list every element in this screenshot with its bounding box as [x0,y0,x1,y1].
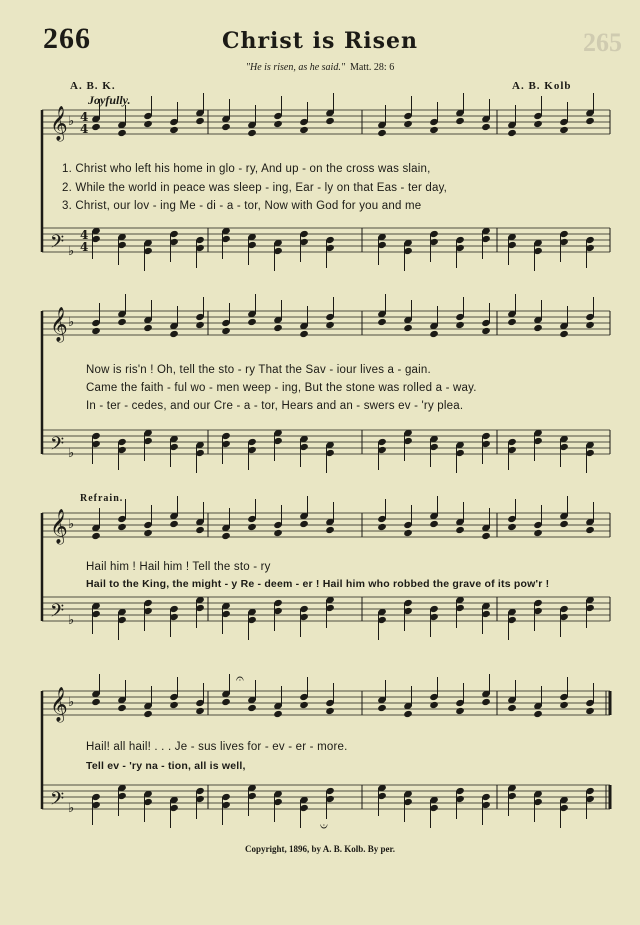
note-head [247,129,257,137]
note-head [91,698,101,706]
note-head [221,327,231,335]
key-signature-flat: ♭ [68,695,75,710]
note-head [169,701,179,709]
lyric-line: Tell ev - 'ry na - tion, all is well, [86,760,246,772]
note-head [273,120,283,128]
note-head [273,710,283,718]
note-head [377,129,387,137]
note-head [143,324,153,332]
note-head [143,529,153,537]
note-head [455,707,465,715]
hymn-title: Christ is Risen [221,28,419,54]
treble-clef: 𝄞 [50,687,68,722]
note-head [481,123,491,131]
note-head [585,321,595,329]
note-head [91,327,101,335]
bleed-through-number: 265 [583,28,622,57]
note-head [117,318,127,326]
note-head [221,698,231,706]
key-signature-flat: ♭ [68,517,75,532]
note-head [481,698,491,706]
note-head [221,532,231,540]
note-head [377,704,387,712]
lyric-line: Came the faith - ful wo - men weep - ing, But the stone was rolled a - way. [86,382,477,394]
epigraph-reference: Matt. 28: 6 [350,62,395,73]
note-head [377,318,387,326]
lyric-line: 3. Christ, our lov - ing Me - di - a - tor, Now with God for you and me [62,200,422,212]
note-head [273,324,283,332]
lyric-line: Hail to the King, the might - y Re - deem - er ! Hail him who robbed the grave of its pow'r ! [86,578,550,590]
note-head [455,526,465,534]
bass-clef: 𝄢 [50,789,65,814]
lyric-line: 2. While the world in peace was sleep - ing, Ear - ly on that Eas - ter day, [62,182,448,194]
note-head [325,117,335,125]
lyric-line: 1. Christ who left his home in glo - ry, And up - on the cross was slain, [62,163,431,175]
note-head [299,520,309,528]
copyright-notice: Copyright, 1896, by A. B. Kolb. By per. [245,844,395,854]
note-head [455,321,465,329]
note-head [195,707,205,715]
note-head [559,701,569,709]
time-signature: 4 [80,122,89,136]
key-signature-flat: ♭ [68,114,75,129]
composer-credit: A. B. Kolb [512,80,572,92]
note-head [195,526,205,534]
note-head [91,123,101,131]
note-head [533,710,543,718]
note-head [299,126,309,134]
note-head [585,526,595,534]
note-head [299,701,309,709]
hymn-number: 266 [43,22,91,55]
note-head [507,523,517,531]
note-head [585,707,595,715]
fermata: 𝄑 [320,819,328,835]
note-head [403,710,413,718]
note-head [455,117,465,125]
note-head [169,126,179,134]
note-head [273,529,283,537]
note-head [403,529,413,537]
note-head [325,526,335,534]
key-signature-flat: ♭ [68,446,75,461]
note-head [429,520,439,528]
note-head [195,321,205,329]
lyric-line: Hail! all hail! . . . Je - sus lives for - ev - er - more. [86,741,348,753]
note-head [429,701,439,709]
note-head [559,126,569,134]
note-head [169,330,179,338]
bass-clef: 𝄢 [50,434,65,459]
time-signature: 4 [80,228,89,242]
key-signature-flat: ♭ [68,315,75,330]
note-head [481,532,491,540]
note-head [117,704,127,712]
time-signature: 4 [80,110,89,124]
note-head [559,520,569,528]
note-head [533,529,543,537]
note-head [143,120,153,128]
note-head [117,523,127,531]
note-head [429,126,439,134]
treble-clef: 𝄞 [50,106,68,141]
note-head [195,117,205,125]
time-signature: 4 [80,240,89,254]
lyric-line: Now is ris'n ! Oh, tell the sto - ry That the Sav - iour lives a - gain. [86,364,431,376]
note-head [325,321,335,329]
lyric-line: Hail him ! Hail him ! Tell the sto - ry [86,561,271,573]
lyricist-credit: A. B. K. [70,80,116,92]
bass-clef: 𝄢 [50,601,65,626]
note-head [377,523,387,531]
note-head [403,324,413,332]
note-head [117,129,127,137]
note-head [507,704,517,712]
note-head [507,129,517,137]
note-head [585,117,595,125]
note-head [143,710,153,718]
note-head [403,120,413,128]
note-head [533,120,543,128]
treble-clef: 𝄞 [50,509,68,544]
key-signature-flat: ♭ [68,801,75,816]
note-head [507,318,517,326]
treble-clef: 𝄞 [50,307,68,342]
note-head [481,327,491,335]
note-head [247,523,257,531]
note-head [429,330,439,338]
note-head [533,324,543,332]
bass-clef: 𝄢 [50,232,65,257]
note-head [325,707,335,715]
note-head [169,520,179,528]
refrain-label: Refrain. [80,493,124,504]
note-head [91,532,101,540]
note-head [299,330,309,338]
note-head [247,318,257,326]
key-signature-flat: ♭ [68,613,75,628]
note-head [559,330,569,338]
key-signature-flat: ♭ [68,244,75,259]
epigraph-quote: "He is risen, as he said." [245,62,346,73]
note-head [247,704,257,712]
lyric-line: In - ter - cedes, and our Cre - a - tor, Hears and an - swers ev - 'ry plea. [86,400,464,412]
note-head [221,123,231,131]
tempo-marking: Joyfully. [88,93,131,107]
fermata: 𝄐 [236,671,244,687]
